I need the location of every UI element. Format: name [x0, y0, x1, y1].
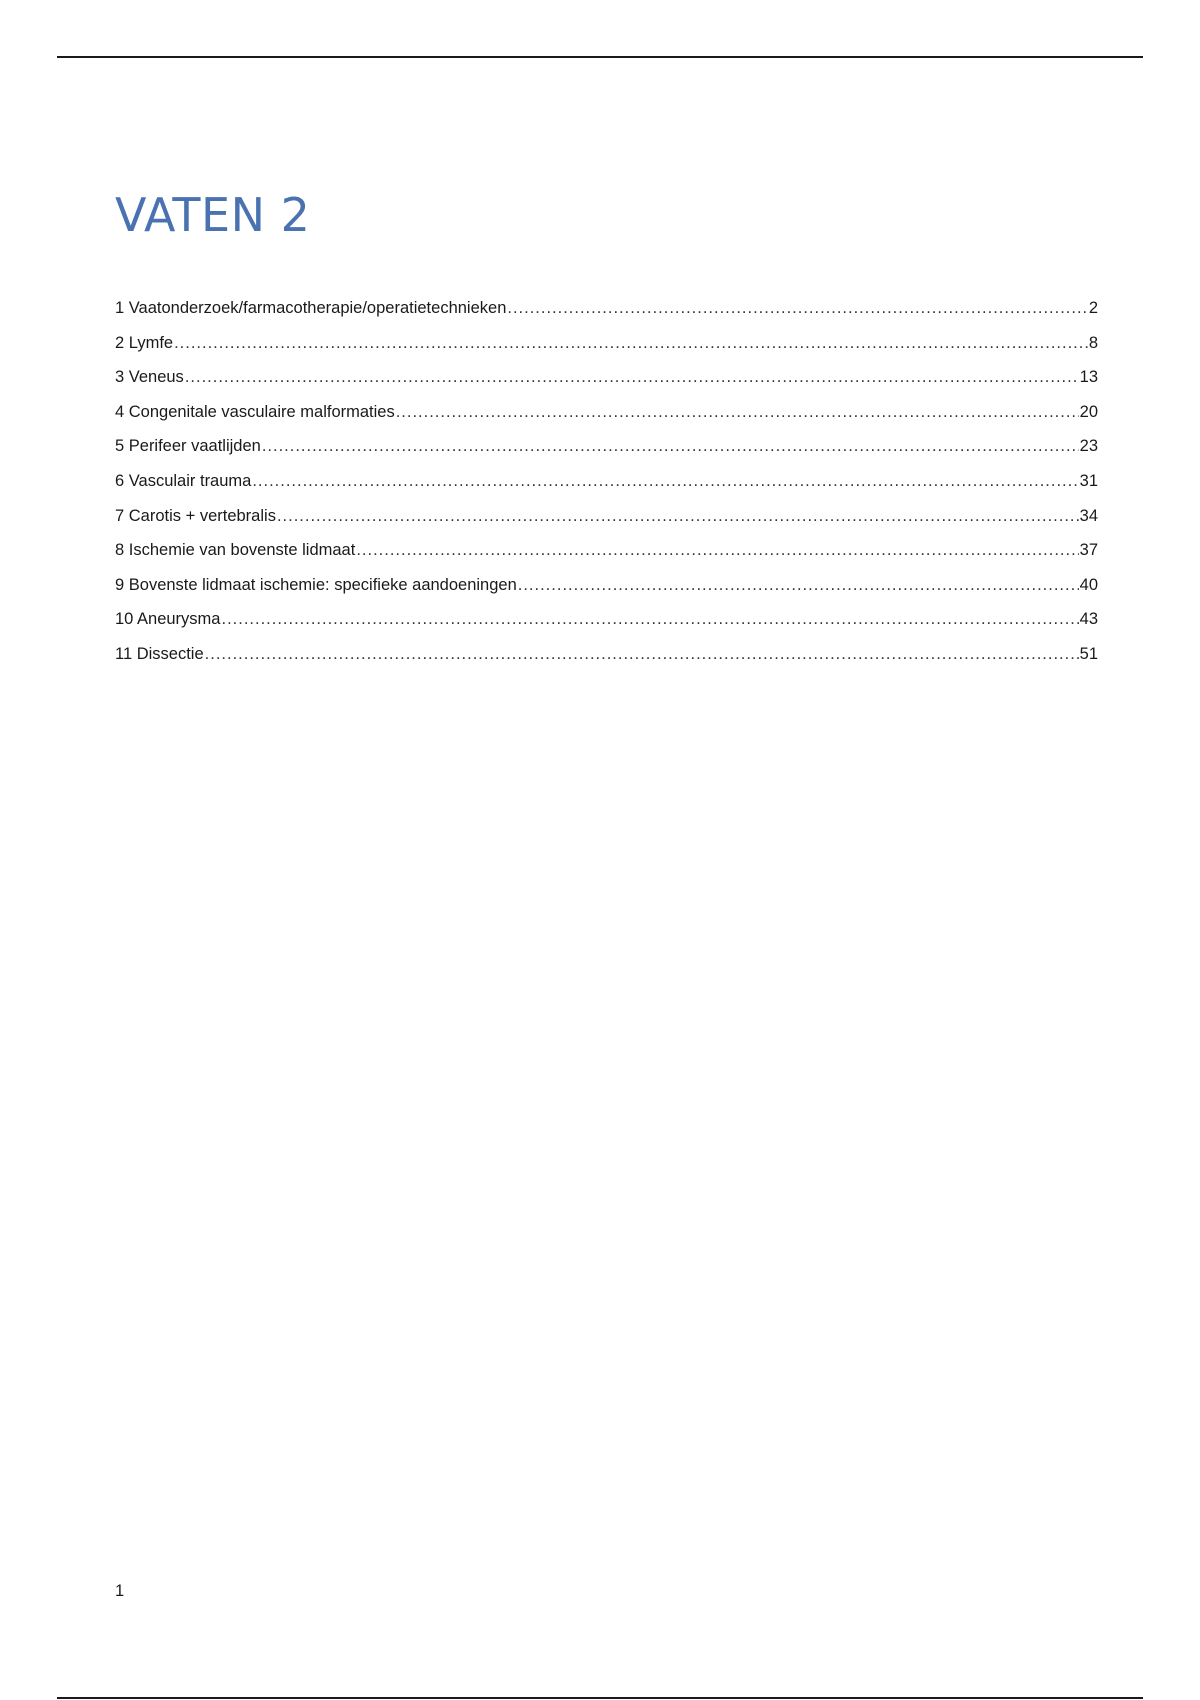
toc-entry[interactable]	[115, 300, 1098, 335]
toc-entry-label: 3 Veneus	[115, 368, 184, 387]
toc-entry-page: 31	[1079, 471, 1098, 490]
page-number: 1	[115, 1582, 125, 1600]
toc-dot-leader	[507, 300, 1087, 317]
toc-entry-page: 2	[1088, 299, 1098, 317]
toc-dot-leader	[185, 369, 1079, 386]
toc-dot-leader	[252, 473, 1078, 490]
toc-dot-leader	[277, 508, 1079, 525]
toc-entry-label: 9 Bovenste lidmaat ischemie: specifieke aandoeningen	[115, 575, 517, 594]
toc-entry-label: 10 Aneurysma	[115, 610, 221, 629]
toc-entry-label: 8 Ischemie van bovenste lidmaat	[115, 541, 356, 560]
toc-entry[interactable]	[115, 404, 1098, 439]
toc-entry-page: 8	[1088, 333, 1098, 352]
toc-entry[interactable]	[115, 473, 1098, 508]
toc-entry-label: 1 Vaatonderzoek/farmacotherapie/operatietechnieken	[115, 299, 507, 317]
toc-entry[interactable]	[115, 508, 1098, 543]
toc-entry-label: 5 Perifeer vaatlijden	[115, 437, 261, 456]
toc-entry-label: 7 Carotis + vertebralis	[115, 506, 276, 525]
table-of-contents	[115, 300, 1098, 681]
toc-entry[interactable]	[115, 335, 1098, 370]
toc-entry-label: 11 Dissectie	[115, 644, 204, 663]
footer-rule	[57, 1697, 1143, 1699]
toc-dot-leader	[396, 404, 1079, 421]
toc-entry-label: 6 Vasculair trauma	[115, 471, 252, 490]
toc-entry-page: 20	[1079, 402, 1098, 421]
document-title: VATEN 2	[115, 188, 311, 242]
toc-entry-page: 51	[1079, 644, 1098, 663]
toc-entry-page: 23	[1079, 437, 1098, 456]
toc-entry-page: 37	[1079, 541, 1098, 560]
toc-entry-label: 2 Lymfe	[115, 333, 174, 352]
toc-dot-leader	[205, 646, 1079, 663]
toc-entry[interactable]	[115, 577, 1098, 612]
toc-dot-leader	[262, 438, 1079, 455]
toc-entry[interactable]	[115, 369, 1098, 404]
toc-dot-leader	[356, 542, 1078, 559]
toc-entry-page: 34	[1079, 506, 1098, 525]
toc-entry[interactable]	[115, 438, 1098, 473]
toc-entry[interactable]	[115, 611, 1098, 646]
toc-entry-page: 43	[1079, 610, 1098, 629]
toc-dot-leader	[518, 577, 1079, 594]
toc-dot-leader	[174, 335, 1088, 352]
toc-dot-leader	[221, 611, 1078, 628]
toc-entry-label: 4 Congenitale vasculaire malformaties	[115, 402, 395, 421]
toc-entry-page: 13	[1079, 368, 1098, 387]
toc-entry[interactable]	[115, 646, 1098, 681]
toc-entry[interactable]	[115, 542, 1098, 577]
header-rule	[57, 56, 1143, 58]
toc-entry-page: 40	[1079, 575, 1098, 594]
